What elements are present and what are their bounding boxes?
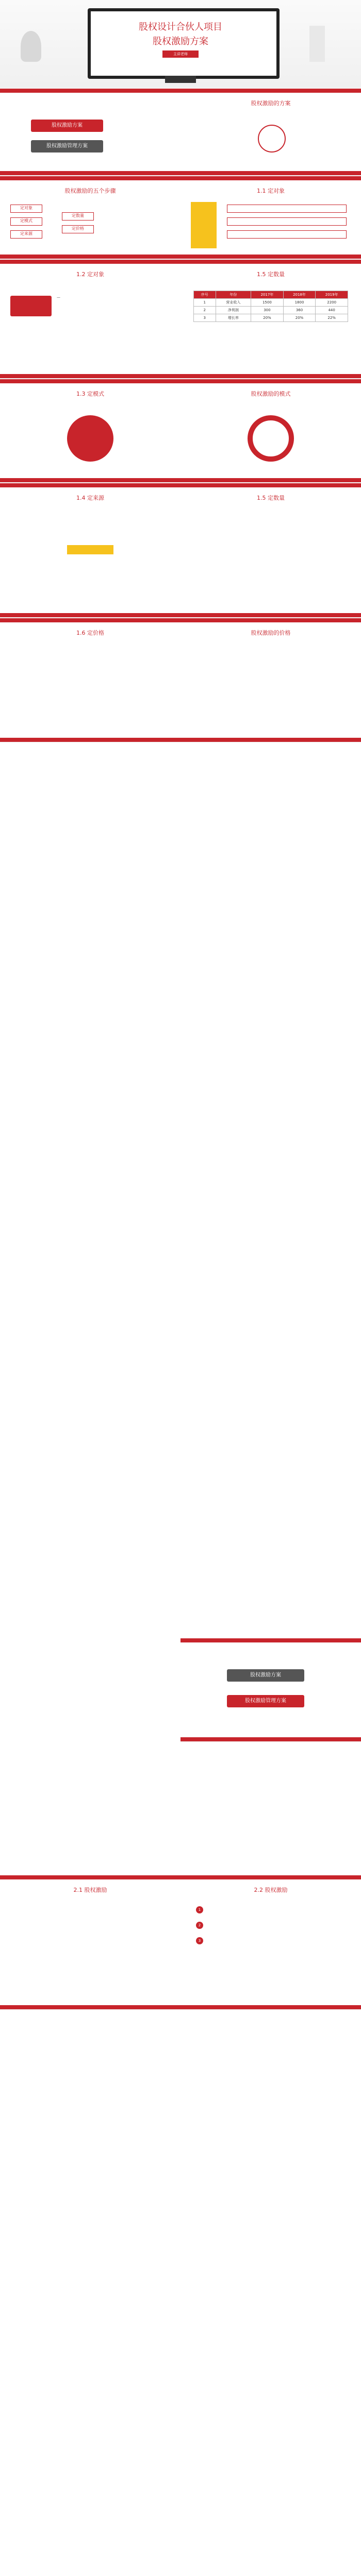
top-bar [180,618,361,622]
table-row [194,314,348,322]
top-bar [180,379,361,383]
bottom-bar [180,1737,361,1741]
point-2 [227,217,347,226]
cover-subtitle: 股权激励方案 [153,36,208,47]
step-4: 定数量 [62,212,94,221]
slide-title: 2.1 股权激励 [73,1887,107,1893]
overview-slide [180,89,361,176]
price-slide [0,618,180,742]
top-bar [0,176,180,180]
cell: 3 [194,314,216,322]
cell: 2 [194,307,216,314]
cell: 20% [251,314,284,322]
bottom-bar [180,374,361,378]
management-slide-2 [180,1875,361,2010]
col-header: 年份 [216,291,251,299]
top-bar [180,483,361,487]
cell: 1800 [283,299,316,307]
management-slide-1 [0,1875,180,2010]
top-bar [0,483,180,487]
toc-item-1[interactable]: 股权激励方案 [31,120,103,132]
yellow-block [191,202,217,248]
cover-slide [0,0,361,88]
top-bar [180,1875,361,1879]
quantity-slide [180,483,361,618]
bottom-bar [180,171,361,175]
paragraph: — [57,295,60,299]
slide-title: 股权激励的五个步骤 [64,188,116,194]
pen-holder-decoration [309,26,325,62]
cell: 净利润 [216,307,251,314]
mode-slide [0,379,180,483]
five-steps-slide [0,176,180,259]
monitor-stand [165,76,196,83]
top-bar [180,89,361,93]
finance-table-slide [180,260,361,379]
target-slide [180,176,361,259]
toc-item-1[interactable]: 股权激励方案 [227,1669,304,1682]
cell: 2200 [316,299,348,307]
col-header: 2017年 [251,291,284,299]
cell: 营业收入 [216,299,251,307]
col-header: 2018年 [283,291,316,299]
step-5: 定价格 [62,225,94,233]
bottom-bar [0,738,180,742]
price-detail-slide [180,618,361,742]
table-row [194,307,348,314]
red-tile [10,296,52,316]
cell: 20% [283,314,316,322]
number-badge: 3 [196,1937,203,1944]
cover-title: 股权设计合伙人项目 [139,22,222,32]
cell: 增长率 [216,314,251,322]
step-3: 定来源 [10,230,42,239]
number-badge: 1 [196,1906,203,1913]
slide-title: 1.4 定来源 [76,495,104,501]
pie-graphic [67,415,113,462]
top-bar [0,260,180,264]
vase-decoration [21,31,41,62]
slide-title: 1.6 定价格 [76,630,104,636]
top-bar [0,89,180,93]
toc-item-2[interactable]: 股权激励管理方案 [31,140,103,152]
bottom-bar [180,738,361,742]
bottom-bar [180,2005,361,2009]
bottom-bar [0,478,180,482]
bottom-bar [0,374,180,378]
finance-table [193,291,348,322]
cell: 300 [251,307,284,314]
top-bar [180,1638,361,1642]
point-3 [227,230,347,239]
toc-repeat-slide [180,1638,361,1742]
slide-title: 1.1 定对象 [257,188,285,194]
bottom-bar [0,613,180,617]
step-2: 定模式 [10,217,42,226]
slide-title: 1.5 定数量 [257,495,285,501]
ring-graphic [248,415,294,462]
center-circle [258,125,286,152]
cell: 1 [194,299,216,307]
slide-title: 股权激励的价格 [251,630,291,636]
slide-title: 1.3 定模式 [76,391,104,397]
table-row [194,299,348,307]
top-bar [0,379,180,383]
cell: 360 [283,307,316,314]
highlight-box [67,545,113,554]
cell: 1500 [251,299,284,307]
cover-author: 主讲老师 [162,50,199,58]
point-1 [227,205,347,213]
slide-title: 股权激励的方案 [251,100,291,107]
slide-title: 1.5 定数量 [257,271,285,278]
bottom-bar [0,171,180,175]
slide-title: 1.2 定对象 [76,271,104,278]
toc-item-2[interactable]: 股权激励管理方案 [227,1695,304,1707]
top-bar [180,260,361,264]
col-header: 2019年 [316,291,348,299]
top-bar [0,1875,180,1879]
number-badge: 2 [196,1922,203,1929]
step-1: 定对象 [10,205,42,213]
toc-slide [0,89,180,176]
top-bar [0,618,180,622]
col-header: 序号 [194,291,216,299]
cell: 440 [316,307,348,314]
cell: 22% [316,314,348,322]
bottom-bar [0,2005,180,2009]
slide-title: 股权激励的模式 [251,391,291,397]
bottom-bar [180,255,361,259]
slide-title: 2.2 股权激励 [254,1887,288,1893]
target-detail-slide [0,260,180,379]
source-slide [0,483,180,618]
bottom-bar [180,613,361,617]
bottom-bar [180,478,361,482]
mode-detail-slide [180,379,361,483]
bottom-bar [0,255,180,259]
top-bar [180,176,361,180]
